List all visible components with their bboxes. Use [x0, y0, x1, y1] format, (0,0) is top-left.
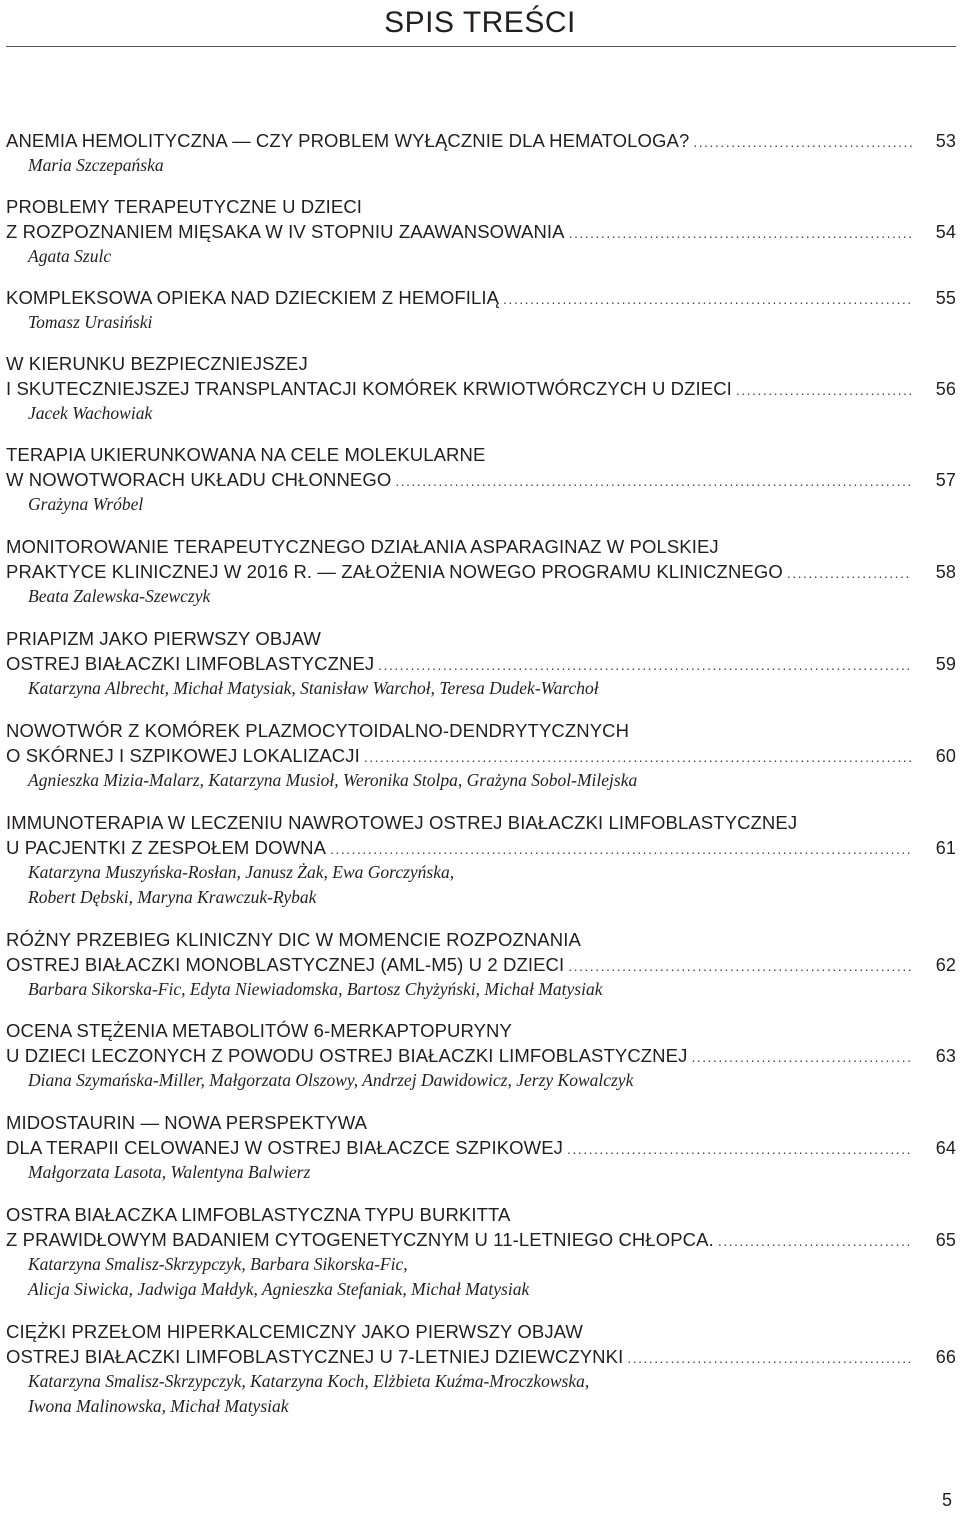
toc-title-line-last [6, 376, 956, 401]
toc-authors: Maria Szczepańska [28, 155, 164, 175]
toc-entry[interactable] [6, 1202, 956, 1302]
toc-title-text: PRAKTYCE KLINICZNEJ W 2016 R. — ZAŁOŻENIA NOWEGO PROGRAMU KLINICZNEGO [6, 561, 783, 582]
dot-leader [718, 1229, 912, 1254]
toc-title-text: U PACJENTKI Z ZESPOŁEM DOWNA [6, 837, 327, 858]
toc-entry[interactable] [6, 442, 956, 517]
toc-title-line-last [6, 1135, 956, 1160]
toc-authors: Jacek Wachowiak [28, 403, 153, 423]
toc-authors: Małgorzata Lasota, Walentyna Balwierz [28, 1162, 311, 1182]
toc-title-line: PRIAPIZM JAKO PIERWSZY OBJAW [6, 628, 321, 649]
toc-authors: Agata Szulc [28, 246, 112, 266]
toc-authors: Robert Dębski, Maryna Krawczuk-Rybak [28, 887, 317, 907]
toc-authors: Grażyna Wróbel [28, 494, 144, 514]
toc-title-line: MONITOROWANIE TERAPEUTYCZNEGO DZIAŁANIA ASPARAGINAZ W POLSKIEJ [6, 536, 719, 557]
page-number: 5 [941, 1490, 952, 1510]
toc-title-text: OSTREJ BIAŁACZKI MONOBLASTYCZNEJ (AML-M5) U 2 DZIECI [6, 954, 565, 975]
toc-title-line-last [6, 219, 956, 244]
toc-entry[interactable] [6, 194, 956, 269]
toc-title-text: DLA TERAPII CELOWANEJ W OSTREJ BIAŁACZCE SZPIKOWEJ [6, 1137, 564, 1158]
toc-entry[interactable] [6, 626, 956, 701]
toc-title-text: ANEMIA HEMOLITYCZNA — CZY PROBLEM WYŁĄCZNIE DLA HEMATOLOGA? [6, 130, 690, 151]
toc-title-line: W KIERUNKU BEZPIECZNIEJSZEJ [6, 353, 308, 374]
toc-page-number: 57 [935, 470, 956, 490]
toc-authors: Katarzyna Smalisz-Skrzypczyk, Barbara Sikorska-Fic, [28, 1254, 408, 1274]
toc-title-text: O SKÓRNEJ I SZPIKOWEJ LOKALIZACJI [6, 745, 360, 766]
toc-authors: Katarzyna Smalisz-Skrzypczyk, Katarzyna Koch, Elżbieta Kuźma-Mroczkowska, [28, 1371, 590, 1391]
toc-title-line-last [6, 1227, 956, 1252]
toc-entry[interactable] [6, 927, 956, 1002]
toc-title-line-last [6, 1344, 956, 1369]
toc-entry[interactable] [6, 351, 956, 426]
toc-authors: Iwona Malinowska, Michał Matysiak [28, 1396, 289, 1416]
toc-title-text: I SKUTECZNIEJSZEJ TRANSPLANTACJI KOMÓREK KRWIOTWÓRCZYCH U DZIECI [6, 378, 732, 399]
toc-entry[interactable] [6, 534, 956, 609]
toc-entry[interactable] [6, 1319, 956, 1419]
dot-leader [569, 221, 912, 246]
toc-title-line: CIĘŻKI PRZEŁOM HIPERKALCEMICZNY JAKO PIERWSZY OBJAW [6, 1321, 583, 1342]
toc-authors: Diana Szymańska-Miller, Małgorzata Olszowy, Andrzej Dawidowicz, Jerzy Kowalczyk [28, 1070, 634, 1090]
toc-authors: Agnieszka Mizia-Malarz, Katarzyna Musioł, Weronika Stolpa, Grażyna Sobol-Milejska [28, 770, 638, 790]
toc-title-text: Z PRAWIDŁOWYM BADANIEM CYTOGENETYCZNYM U 11-LETNIEGO CHŁOPCA. [6, 1229, 714, 1250]
toc-title-line: NOWOTWÓR Z KOMÓREK PLAZMOCYTOIDALNO-DENDRYTYCZNYCH [6, 720, 630, 741]
toc-title-line: PROBLEMY TERAPEUTYCZNE U DZIECI [6, 196, 363, 217]
toc-authors: Katarzyna Albrecht, Michał Matysiak, Stanisław Warchoł, Teresa Dudek-Warchoł [28, 678, 599, 698]
toc-authors: Beata Zalewska-Szewczyk [28, 586, 211, 606]
toc-page-number: 55 [935, 288, 956, 308]
dot-leader [378, 653, 912, 678]
toc-page-number: 62 [935, 955, 956, 975]
toc-page-number: 53 [935, 131, 956, 151]
dot-leader [330, 837, 912, 862]
dot-leader [691, 1045, 912, 1070]
dot-leader [503, 287, 912, 312]
toc-title-line: OSTRA BIAŁACZKA LIMFOBLASTYCZNA TYPU BURKITTA [6, 1204, 511, 1225]
toc-page-number: 61 [935, 838, 956, 858]
toc-title-line: IMMUNOTERAPIA W LECZENIU NAWROTOWEJ OSTREJ BIAŁACZKI LIMFOBLASTYCZNEJ [6, 812, 798, 833]
toc-title-line-last [6, 952, 956, 977]
toc-authors: Tomasz Urasiński [28, 312, 153, 332]
dot-leader [568, 954, 912, 979]
toc-entry[interactable] [6, 718, 956, 793]
toc-title-text: W NOWOTWORACH UKŁADU CHŁONNEGO [6, 469, 392, 490]
toc-title-line: MIDOSTAURIN — NOWA PERSPEKTYWA [6, 1112, 368, 1133]
toc-title-line-last [6, 559, 956, 584]
toc-title-line-last [6, 128, 956, 153]
toc-title-line-last [6, 835, 956, 860]
toc-page-number: 58 [935, 562, 956, 582]
toc-page-number: 64 [935, 1138, 956, 1158]
dot-leader [567, 1137, 912, 1162]
toc-title-text: KOMPLEKSOWA OPIEKA NAD DZIECKIEM Z HEMOFILIĄ [6, 287, 500, 308]
toc-page-number: 54 [935, 222, 956, 242]
toc-entry[interactable] [6, 810, 956, 910]
toc-authors: Barbara Sikorska-Fic, Edyta Niewiadomska, Bartosz Chyżyński, Michał Matysiak [28, 979, 603, 999]
toc-title-text: U DZIECI LECZONYCH Z POWODU OSTREJ BIAŁACZKI LIMFOBLASTYCZNEJ [6, 1045, 688, 1066]
toc-authors: Katarzyna Muszyńska-Rosłan, Janusz Żak, Ewa Gorczyńska, [28, 862, 455, 882]
toc-entry[interactable] [6, 128, 956, 178]
toc-entry[interactable] [6, 1018, 956, 1093]
dot-leader [364, 745, 912, 770]
toc-page-number: 60 [935, 746, 956, 766]
toc-authors: Alicja Siwicka, Jadwiga Małdyk, Agnieszka Stefaniak, Michał Matysiak [28, 1279, 530, 1299]
toc-title-line-last [6, 1043, 956, 1068]
page-title: SPIS TREŚCI [384, 6, 576, 39]
toc-title-text: OSTREJ BIAŁACZKI LIMFOBLASTYCZNEJ [6, 653, 375, 674]
toc-title-line-last [6, 651, 956, 676]
dot-leader [787, 561, 912, 586]
dot-leader [693, 130, 912, 155]
toc-title-line: RÓŻNY PRZEBIEG KLINICZNY DIC W MOMENCIE ROZPOZNANIA [6, 929, 581, 950]
toc-page-number: 65 [935, 1230, 956, 1250]
dot-leader [736, 378, 912, 403]
toc-page-number: 66 [935, 1347, 956, 1367]
toc-title-text: OSTREJ BIAŁACZKI LIMFOBLASTYCZNEJ U 7-LETNIEJ DZIEWCZYNKI [6, 1346, 624, 1367]
toc-entry[interactable] [6, 285, 956, 335]
toc-title-line: TERAPIA UKIERUNKOWANA NA CELE MOLEKULARNE [6, 444, 486, 465]
dot-leader [395, 469, 912, 494]
toc-title-line: OCENA STĘŻENIA METABOLITÓW 6-MERKAPTOPURYNY [6, 1020, 512, 1041]
toc-page-number: 59 [935, 654, 956, 674]
toc-page-number: 63 [935, 1046, 956, 1066]
toc-page-number: 56 [935, 379, 956, 399]
toc-title-line-last [6, 743, 956, 768]
toc-title-line-last [6, 467, 956, 492]
dot-leader [627, 1346, 912, 1371]
toc-title-text: Z ROZPOZNANIEM MIĘSAKA W IV STOPNIU ZAAWANSOWANIA [6, 221, 565, 242]
toc-entry[interactable] [6, 1110, 956, 1185]
toc-title-line-last [6, 285, 956, 310]
